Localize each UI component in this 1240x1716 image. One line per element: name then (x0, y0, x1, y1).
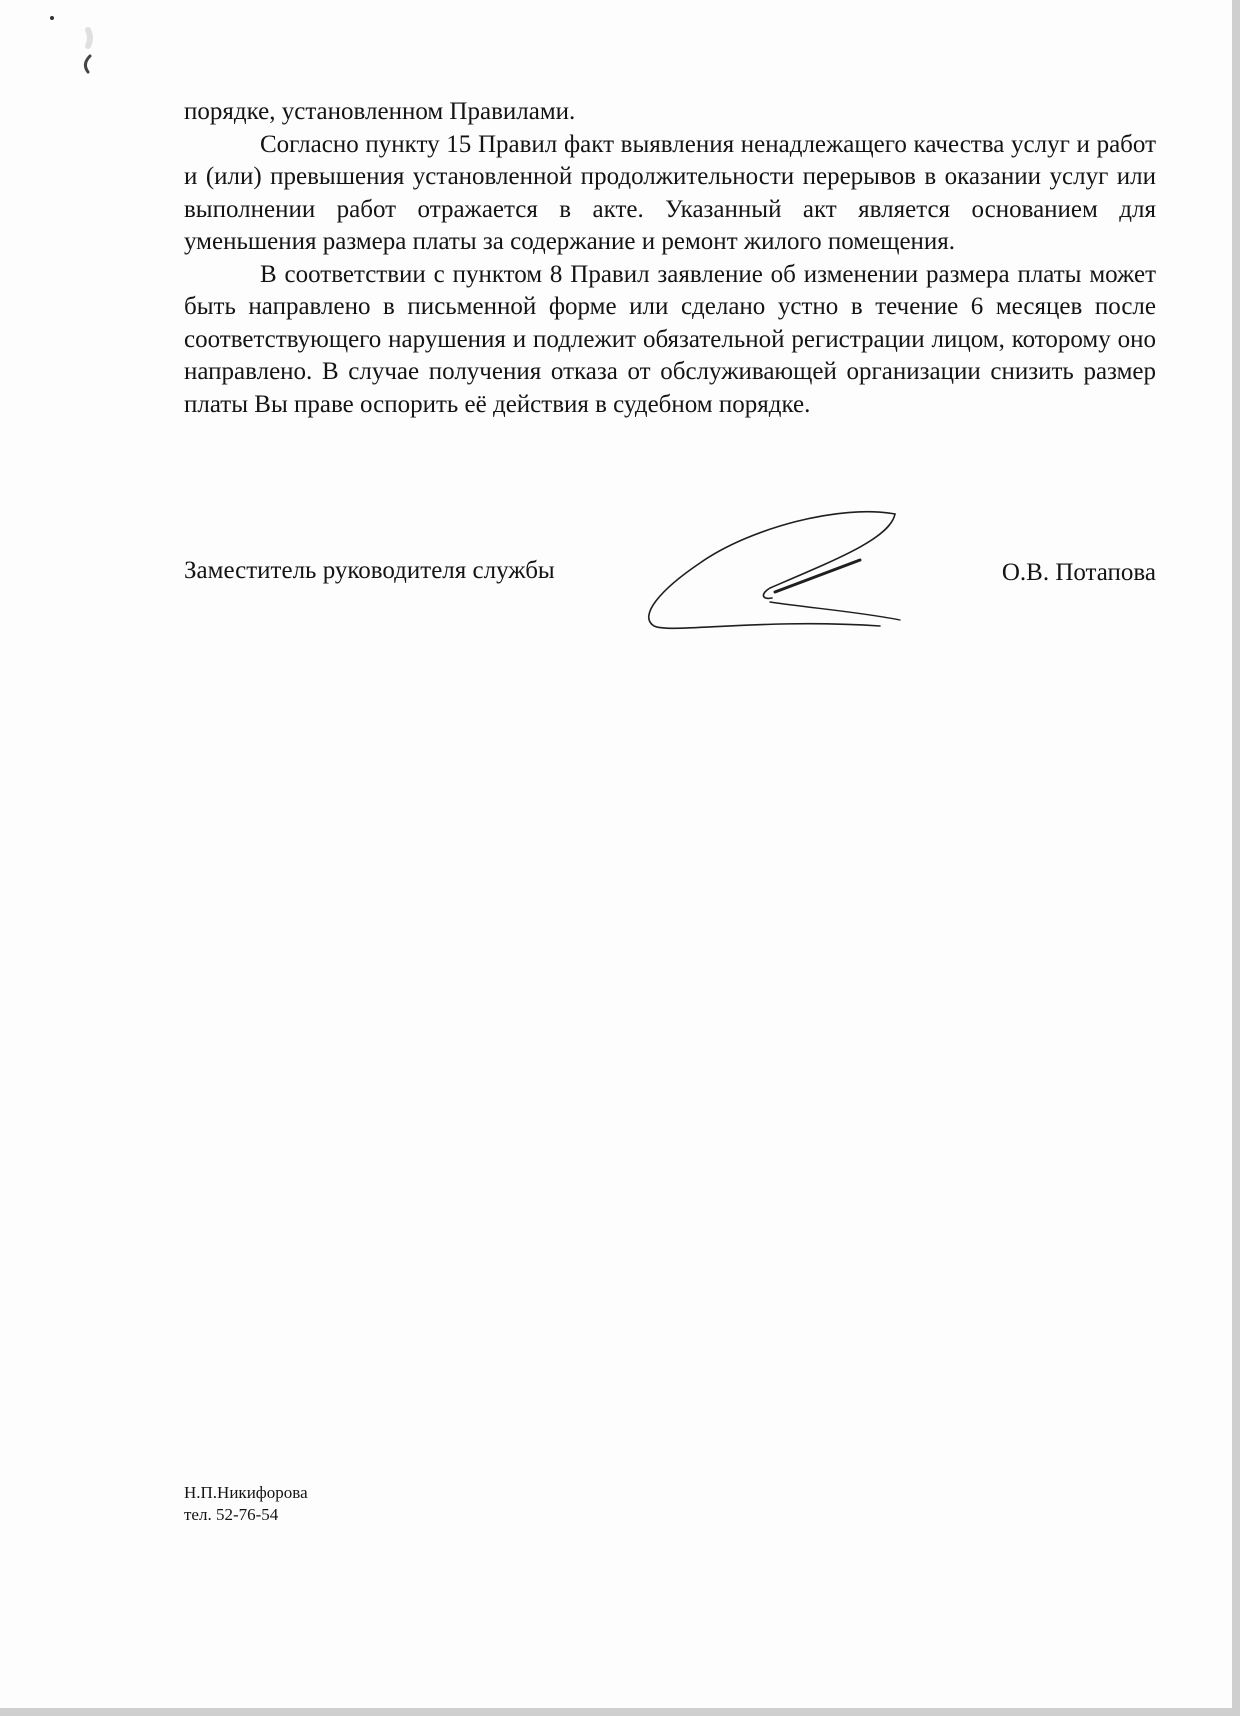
letter-body (184, 96, 1156, 421)
scan-edge-bottom (0, 1708, 1240, 1716)
handwritten-signature-icon (640, 508, 910, 638)
executor-name: Н.П.Никифорова (184, 1483, 308, 1502)
signer-title: Заместитель руководителя службы (184, 557, 555, 584)
executor-phone: тел. 52-76-54 (184, 1505, 279, 1524)
paragraph-continuation: порядке, установленном Правилами. (184, 98, 576, 125)
scan-mark-icon (48, 10, 108, 80)
paragraph-clause-15: Согласно пункту 15 Правил факт выявления ненадлежащего качества услуг и работ и (или) превышения установленной продолжительности перерывов в оказании услуг или выполнении работ отражается в акте. Указанный акт является основанием для уменьшения размера платы за содержание и ремонт жилого помещения. (184, 130, 1156, 255)
signer-name: О.В. Потапова (1001, 559, 1156, 586)
paragraph-clause-8: В соответствии с пунктом 8 Правил заявление об изменении размера платы может быть направлено в письменной форме или сделано устно в течение 6 месяцев после соответствующего нарушения и подлежит обязательной регистрации лицом, которому оно направлено. В случае получения отказа от обслуживающей организации снизить размер платы Вы праве оспорить её действия в судебном порядке. (184, 260, 1156, 418)
executor-block (184, 1482, 308, 1526)
scan-edge-right (1232, 0, 1240, 1716)
